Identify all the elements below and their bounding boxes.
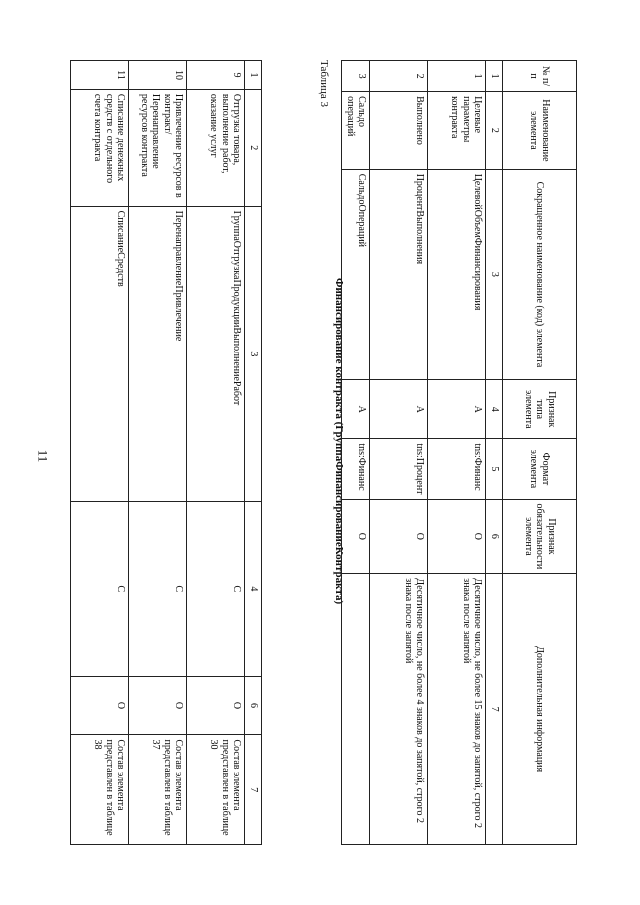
cell: О [71, 676, 129, 735]
header-number-row [245, 61, 262, 845]
table-row [342, 61, 370, 845]
cell: tns:Процент [370, 439, 428, 499]
header-cell: Сокращенное наименование (код) элемента [503, 169, 577, 379]
table-header [503, 61, 577, 845]
financing-table [342, 60, 578, 845]
cell: Состав элемента представлен в таблице 38 [71, 735, 129, 845]
cell: ГруппаОтгрузкаПродукцииВыполнениеРабот [187, 206, 245, 501]
cell: tns:Финанс [342, 439, 370, 499]
table-row [71, 61, 129, 845]
cell: 10 [129, 61, 187, 90]
col-num: 3 [245, 206, 262, 501]
cell: С [129, 502, 187, 677]
cell: Состав элемента представлен в таблице 37 [129, 735, 187, 845]
cell: О [370, 499, 428, 574]
cell: 11 [71, 61, 129, 90]
cell: А [342, 380, 370, 439]
col-num: 3 [486, 169, 503, 379]
table-row [370, 61, 428, 845]
cell: 2 [370, 61, 428, 92]
cell: СписаниеСредств [71, 206, 129, 501]
cell: О [342, 499, 370, 574]
continuation-table [71, 60, 263, 845]
header-cell: Формат элемента [503, 439, 577, 499]
cell: ПроцентВыполнения [370, 169, 428, 379]
table-row [187, 61, 245, 845]
table-row [129, 61, 187, 845]
col-num: 4 [245, 502, 262, 677]
cell: О [428, 499, 486, 574]
section-title: Финансирование контракта (ГруппаФинансированиеКонтракта) [333, 278, 345, 605]
cell: 9 [187, 61, 245, 90]
header-cell: Дополнительная информация [503, 574, 577, 845]
cell: А [428, 380, 486, 439]
col-num: 7 [245, 735, 262, 845]
col-num: 1 [245, 61, 262, 90]
cell: Состав элемента представлен в таблице 30 [187, 735, 245, 845]
cell: Целевые параметры контракта [428, 92, 486, 170]
col-num: 7 [486, 574, 503, 845]
page-number: 11 [35, 449, 51, 463]
cell: С [187, 502, 245, 677]
col-num: 2 [486, 92, 503, 170]
header-cell: Признак типа элемента [503, 380, 577, 439]
cell: Отгрузка товара, выполнение работ, оказание услуг [187, 89, 245, 206]
cell: О [187, 676, 245, 735]
header-cell: Признак обязательности элемента [503, 499, 577, 574]
cell: ПеренаправлениеПривлечение [129, 206, 187, 501]
col-num: 5 [486, 439, 503, 499]
cell: ЦелевойОбъемФинансирования [428, 169, 486, 379]
cell: Сальдо операций [342, 92, 370, 170]
header-cell: Наименование элемента [503, 92, 577, 170]
cell: Десятичное число, не более 4 знаков до запятой, строго 2 знака после запятой [370, 574, 428, 845]
cell: 3 [342, 61, 370, 92]
col-num: 6 [486, 499, 503, 574]
cell: tns:Финанс [428, 439, 486, 499]
cell: С [71, 502, 129, 677]
cell: 1 [428, 61, 486, 92]
cell: СальдоОпераций [342, 169, 370, 379]
col-num: 6 [245, 676, 262, 735]
cell: Десятичное число, не более 15 знаков до запятой, строго 2 знака после запятой [428, 574, 486, 845]
col-num: 4 [486, 380, 503, 439]
col-num: 2 [245, 89, 262, 206]
cell: А [370, 380, 428, 439]
header-number-row [486, 61, 503, 845]
cell [342, 574, 370, 845]
table-row [428, 61, 486, 845]
cell: Списание денежных средств с отдельного счета контракта [71, 89, 129, 206]
header-cell: № п/п [503, 61, 577, 92]
col-num: 1 [486, 61, 503, 92]
cell: О [129, 676, 187, 735]
table-label: Таблица 3 [318, 60, 330, 108]
cell: Выполнено [370, 92, 428, 170]
cell: Привлечение ресурсов в контракт/Перенаправление ресурсов контракта [129, 89, 187, 206]
